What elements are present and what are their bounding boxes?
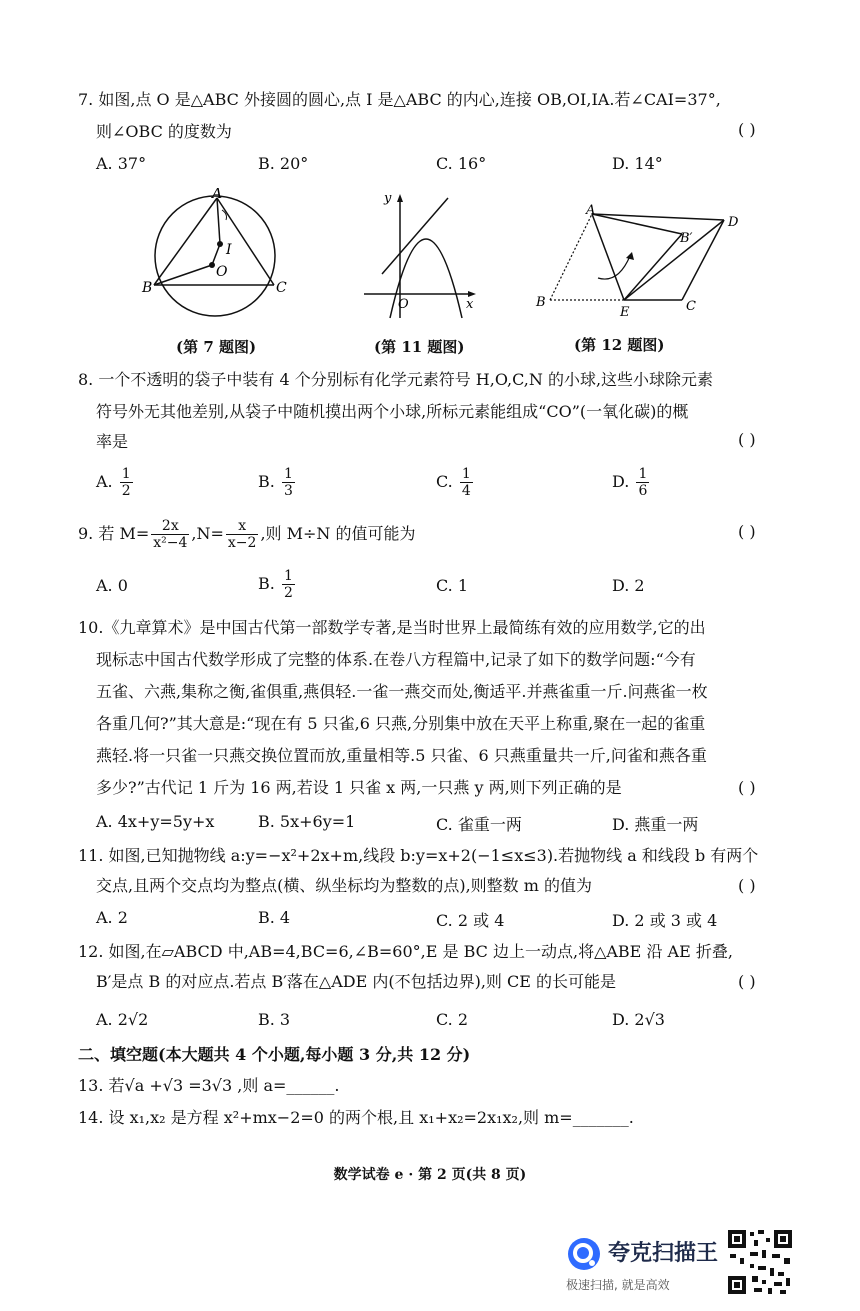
q12-option-a: A. 2√2 bbox=[96, 1010, 149, 1029]
fig11-label-o: O bbox=[398, 297, 409, 312]
q11-option-c: C. 2 或 4 bbox=[436, 911, 505, 930]
scanner-logo-icon bbox=[566, 1236, 602, 1272]
q7-option-c: C. 16° bbox=[436, 154, 487, 173]
brand-slogan: 极速扫描, 就是高效 bbox=[566, 1278, 670, 1292]
q8-option-a: A. $\frac{1}{2}$ bbox=[96, 466, 131, 499]
qr-code-icon bbox=[726, 1228, 794, 1296]
q7-answer-paren: ( ) bbox=[738, 120, 756, 139]
q8-option-d: D. $\frac{1}{6}$ bbox=[612, 466, 648, 499]
q10-line5: 燕轻.将一只雀一只燕交换位置而放,重量相等.5 只雀、6 只燕重量共一斤,问雀和燕各重 bbox=[96, 746, 707, 765]
q14: 14. 设 x₁,x₂ 是方程 x²+mx−2=0 的两个根,且 x₁+x₂=2x₁x₂,则 m=_______. bbox=[78, 1108, 634, 1127]
fold-arrow bbox=[598, 256, 630, 279]
q7-line2: 则∠OBC 的度数为 bbox=[96, 122, 232, 141]
q13: 13. 若√a +√3 =3√3 ,则 a=______. bbox=[78, 1076, 340, 1095]
q10-option-c: C. 雀重一两 bbox=[436, 815, 522, 834]
q10-option-a: A. 4x+y=5y+x bbox=[96, 812, 215, 831]
q8-line3: 率是 bbox=[96, 432, 129, 451]
figure-12 bbox=[530, 200, 750, 320]
q12-line1: 12. 如图,在▱ABCD 中,AB=4,BC=6,∠B=60°,E 是 BC 边上一动点,将△ABE 沿 AE 折叠, bbox=[78, 942, 733, 961]
q10-option-d: D. 燕重一两 bbox=[612, 815, 699, 834]
q7-option-b: B. 20° bbox=[258, 154, 309, 173]
q9-option-d: D. 2 bbox=[612, 576, 645, 595]
fig12-label-e: E bbox=[620, 305, 630, 320]
fig7-caption: (第 7 题图) bbox=[176, 338, 257, 356]
q7-option-d: D. 14° bbox=[612, 154, 663, 173]
q12-answer-paren: ( ) bbox=[738, 972, 756, 991]
q10-line6: 多少?”古代记 1 斤为 16 两,若设 1 只雀 x 两,一只燕 y 两,则下列正确的是 bbox=[96, 778, 622, 797]
q11-option-a: A. 2 bbox=[96, 908, 128, 927]
q8-line1: 8. 一个不透明的袋子中装有 4 个分别标有化学元素符号 H,O,C,N 的小球,这些小球除元素 bbox=[78, 370, 714, 389]
fig7-label-a: A bbox=[212, 188, 223, 202]
brand-name: 夸克扫描王 bbox=[608, 1241, 719, 1266]
q11-line1: 11. 如图,已知抛物线 a:y=−x²+2x+m,线段 b:y=x+2(−1≤x≤3).若抛物线 a 和线段 b 有两个 bbox=[78, 846, 759, 865]
q11-option-b: B. 4 bbox=[258, 908, 291, 927]
fig12-label-d: D bbox=[728, 215, 739, 230]
fig11-caption: (第 11 题图) bbox=[374, 338, 465, 356]
fig12-label-c: C bbox=[686, 299, 696, 314]
fig7-label-b: B bbox=[142, 280, 153, 296]
q10-line3: 五雀、六燕,集称之衡,雀俱重,燕俱轻.一雀一燕交而处,衡适平.并燕雀重一斤.问燕雀一枚 bbox=[96, 682, 708, 701]
figure-7 bbox=[140, 188, 300, 318]
q8-option-b: B. $\frac{1}{3}$ bbox=[258, 466, 293, 499]
q10-line4: 各重几何?”其大意是:“现在有 5 只雀,6 只燕,分别集中放在天平上称重,聚在一起的雀重 bbox=[96, 714, 706, 733]
q9-option-a: A. 0 bbox=[96, 576, 128, 595]
q12-line2: B′是点 B 的对应点.若点 B′落在△ADE 内(不包括边界),则 CE 的长可能是 bbox=[96, 972, 617, 991]
q12-option-d: D. 2√3 bbox=[612, 1010, 665, 1029]
section-2-heading: 二、填空题(本大题共 4 个小题,每小题 3 分,共 12 分) bbox=[78, 1045, 471, 1064]
q8-option-c: C. $\frac{1}{4}$ bbox=[436, 466, 471, 499]
fig7-label-o: O bbox=[216, 264, 228, 280]
q11-answer-paren: ( ) bbox=[738, 876, 756, 895]
fig7-label-c: C bbox=[276, 280, 287, 296]
q10-line2: 现标志中国古代数学形成了完整的体系.在卷八方程篇中,记录了如下的数学问题:“今有 bbox=[96, 650, 696, 669]
q9-stem: 9. 若 M= $\frac{2x}{\text{x²−4}}$ ,N= $\frac{x}{x-2}$ ,则 M÷N 的值可能为 bbox=[78, 518, 416, 551]
fig12-label-a: A bbox=[586, 203, 596, 218]
q11-line2: 交点,且两个交点均为整点(横、纵坐标均为整数的点),则整数 m 的值为 bbox=[96, 876, 593, 895]
fig12-label-b: B bbox=[536, 295, 546, 310]
fig11-label-y: y bbox=[384, 191, 392, 206]
figure-11 bbox=[360, 190, 485, 320]
q9-answer-paren: ( ) bbox=[738, 522, 756, 541]
q11-option-d: D. 2 或 3 或 4 bbox=[612, 911, 718, 930]
fig12-caption: (第 12 题图) bbox=[574, 336, 665, 354]
q7-option-a: A. 37° bbox=[96, 154, 147, 173]
page-footer: 数学试卷 e · 第 2 页(共 8 页) bbox=[333, 1167, 527, 1183]
q10-line1: 10.《九章算术》是中国古代第一部数学专著,是当时世界上最简练有效的应用数学,它的出 bbox=[78, 618, 706, 637]
fig12-label-b-prime: B′ bbox=[680, 231, 693, 246]
q8-line2: 符号外无其他差别,从袋子中随机摸出两个小球,所标元素能组成“CO”(一氧化碳)的概 bbox=[96, 402, 689, 421]
segment-b bbox=[382, 198, 448, 274]
q12-option-b: B. 3 bbox=[258, 1010, 291, 1029]
q8-answer-paren: ( ) bbox=[738, 430, 756, 449]
q12-option-c: C. 2 bbox=[436, 1010, 469, 1029]
fig7-label-i: I bbox=[226, 242, 232, 258]
q7-line1: 7. 如图,点 O 是△ABC 外接圆的圆心,点 I 是△ABC 的内心,连接 OB,OI,IA.若∠CAI=37°, bbox=[78, 90, 721, 109]
q9-option-c: C. 1 bbox=[436, 576, 469, 595]
q10-option-b: B. 5x+6y=1 bbox=[258, 812, 356, 831]
q9-option-b: B. $\frac{1}{2}$ bbox=[258, 568, 293, 601]
fig11-label-x: x bbox=[466, 297, 474, 312]
q10-answer-paren: ( ) bbox=[738, 778, 756, 797]
